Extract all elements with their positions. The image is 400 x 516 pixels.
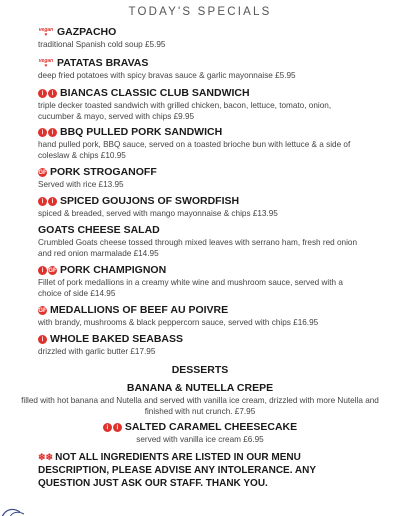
item-description: filled with hot banana and Nutella and served with vanilla ice cream, drizzled with more Nutella and finished with nut crunch. £7.95 (21, 396, 379, 417)
item-name: MEDALLIONS OF BEEF AU POIVRE (50, 304, 229, 316)
allergen-icon: ⅰ (48, 89, 57, 98)
gluten-free-icon: GF (48, 267, 57, 274)
menu-item (38, 87, 360, 123)
item-description: Served with rice £13.95 (38, 180, 124, 189)
item-description: Fillet of pork medallions in a creamy white wine and mushroom sauce, served with a choice of side £14.95 (38, 278, 343, 299)
menu-item (38, 333, 360, 357)
allergen-icon: ⅰ (38, 266, 47, 275)
item-description: with brandy, mushrooms & black peppercorn sauce, served with chips £16.95 (38, 318, 319, 327)
item-name: SALTED CARAMEL CHEESECAKE (124, 421, 298, 433)
allergen-icon: ⅰ (38, 197, 47, 206)
item-name: PORK CHAMPIGNON (60, 264, 167, 276)
page-title: TODAY'S SPECIALS (128, 6, 272, 18)
item-description: triple decker toasted sandwich with grilled chicken, bacon, lettuce, tomato, onion, cucumber & mayo, served with chips £9.95 (38, 101, 332, 122)
item-icons (38, 128, 57, 137)
item-description: spiced & breaded, served with mango mayonnaise & chips £13.95 (38, 209, 278, 218)
item-icons (38, 168, 47, 177)
allergen-icon: ⅰ (38, 335, 47, 344)
item-name: GAZPACHO (57, 26, 117, 38)
item-description: hand pulled pork, BBQ sauce, served on a toasted brioche bun with lettuce & a side of coleslaw & chips £10.95 (38, 140, 351, 161)
item-description: traditional Spanish cold soup £5.95 (38, 40, 166, 49)
menu-item (38, 166, 360, 190)
item-icons (38, 306, 47, 315)
item-description: served with vanilla ice cream £6.95 (136, 435, 264, 444)
item-description: Crumbled Goats cheese tossed through mixed leaves with serrano ham, fresh red onion and red onion marmalade £14.95 (38, 238, 358, 259)
item-icons (38, 89, 57, 98)
item-name: PORK STROGANOFF (50, 166, 157, 178)
item-description: drizzled with garlic butter £17.95 (38, 347, 156, 356)
item-icons (38, 28, 54, 37)
item-icons (38, 266, 57, 275)
logo-icon (0, 506, 30, 516)
vegan-icon: vegan ♥ (38, 27, 54, 38)
menu-item (38, 224, 360, 260)
gluten-free-icon: GF (38, 307, 47, 314)
menu-item (38, 57, 360, 81)
item-icons (38, 197, 57, 206)
allergen-icon: ⅰ (38, 128, 47, 137)
allergen-icon: ⅰ (48, 197, 57, 206)
item-name: BBQ PULLED PORK SANDWICH (60, 126, 223, 138)
item-icons (38, 59, 54, 68)
item-name: WHOLE BAKED SEABASS (50, 333, 184, 345)
item-name: BIANCAS CLASSIC CLUB SANDWICH (60, 87, 250, 99)
allergen-icon: ⅰ (48, 128, 57, 137)
menu-item (38, 264, 360, 300)
allergy-notice (38, 451, 362, 491)
menu-item (38, 304, 360, 328)
allergen-icon: ⅰ (103, 423, 112, 432)
menu-item (38, 126, 360, 162)
allergen-icon: ⅰ (113, 423, 122, 432)
snowflake-icon: ❄❄ (38, 452, 54, 462)
gluten-free-icon: GF (38, 169, 47, 176)
menu-item (38, 26, 360, 50)
item-name: SPICED GOUJONS OF SWORDFISH (60, 195, 240, 207)
item-name: PATATAS BRAVAS (57, 57, 149, 69)
item-icons (103, 423, 122, 432)
item-icons (38, 335, 47, 344)
notice-text: NOT ALL INGREDIENTS ARE LISTED IN OUR MENU DESCRIPTION, PLEASE ADVISE ANY INTOLERANCE. ANY QUESTION JUST ASK OUR STAFF. THANK YOU. (38, 452, 316, 490)
vegan-icon: vegan ♥ (38, 58, 54, 69)
item-name: GOATS CHEESE SALAD (38, 224, 160, 236)
allergen-icon: ⅰ (38, 89, 47, 98)
dessert-item (20, 382, 380, 418)
dessert-item (20, 421, 380, 445)
item-name: BANANA & NUTELLA CREPE (126, 382, 274, 394)
item-description: deep fried potatoes with spicy bravas sauce & garlic mayonnaise £5.95 (38, 71, 296, 80)
desserts-heading: DESSERTS (171, 364, 229, 376)
menu-item (38, 195, 360, 219)
